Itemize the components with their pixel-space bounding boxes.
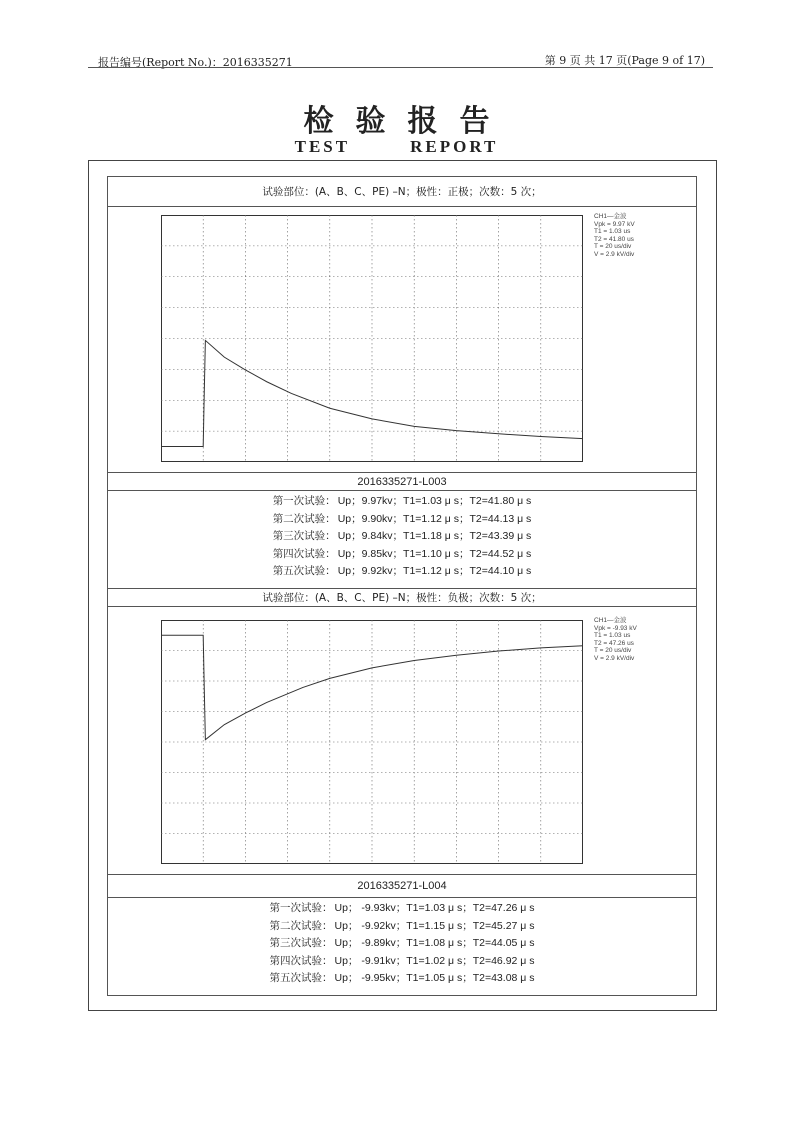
result-label: 第四次试验： [269, 954, 333, 967]
scope-info-line: Vpk = -9.93 kV [594, 624, 637, 632]
result-value: Up； -9.91kv；T1=1.02 μ s；T2=46.92 μ s [334, 954, 535, 967]
scope-info-line: T = 20 us/div [594, 243, 632, 250]
result-line [108, 510, 696, 528]
scope-info-line: T2 = 47.26 us [594, 639, 634, 647]
waveform-chart-negative [161, 620, 583, 864]
result-value: Up；9.90kv；T1=1.12 μ s；T2=44.13 μ s [337, 512, 532, 525]
result-value: Up；9.92kv；T1=1.12 μ s；T2=44.10 μ s [337, 565, 532, 578]
page-info: 第 9 页 共 17 页(Page 9 of 17) [544, 54, 705, 67]
result-label: 第三次试验： [272, 530, 336, 543]
result-label: 第二次试验： [272, 512, 336, 525]
result-label: 第三次试验： [269, 937, 333, 950]
report-number-label: 报告编号(Report No.)： [98, 56, 223, 69]
waveform-chart-positive [161, 215, 583, 462]
result-label: 第五次试验： [272, 565, 336, 578]
result-value: Up；9.97kv；T1=1.03 μ s；T2=41.80 μ s [337, 495, 532, 508]
page-title: 检验报告 [303, 104, 512, 139]
title-en-left: TEST [294, 137, 351, 156]
result-line [108, 899, 696, 917]
result-line [108, 545, 696, 563]
result-value: Up；9.85kv；T1=1.10 μ s；T2=44.52 μ s [337, 547, 532, 560]
result-line [108, 492, 696, 510]
result-value: Up； -9.95kv；T1=1.05 μ s；T2=43.08 μ s [334, 972, 535, 985]
scope-info-line: T2 = 41.80 us [594, 235, 634, 243]
waveform-code: 2016335271-L003 [108, 473, 696, 491]
title-en-right: REPORT [410, 137, 499, 156]
report-number-value: 2016335271 [222, 56, 293, 69]
scope-info-line: CH1—金波 [594, 213, 627, 220]
results-list [108, 492, 696, 580]
header-divider [88, 67, 713, 68]
result-label: 第一次试验： [269, 902, 333, 915]
test-condition: 试验部位：(A、B、C、PE) –N；极性：正极；次数：5 次； [108, 177, 696, 207]
result-value: Up；9.84kv；T1=1.18 μ s；T2=43.39 μ s [337, 530, 532, 543]
result-line [108, 952, 696, 970]
result-label: 第一次试验： [272, 495, 336, 508]
result-label: 第四次试验： [272, 547, 336, 560]
result-line [108, 934, 696, 952]
scope-info [594, 213, 635, 258]
scope-info-line: Vpk = 9.97 kV [594, 220, 635, 228]
result-value: Up； -9.93kv；T1=1.03 μ s；T2=47.26 μ s [334, 902, 535, 915]
page-title-en [0, 137, 793, 157]
scope-info [594, 617, 637, 662]
scope-info-line: T = 20 us/div [594, 647, 632, 654]
result-label: 第二次试验： [269, 919, 333, 932]
result-line [108, 562, 696, 580]
scope-info-line: CH1—金波 [594, 617, 627, 624]
result-line [108, 969, 696, 987]
result-line [108, 527, 696, 545]
scope-info-line: T1 = 1.03 us [594, 228, 631, 235]
result-label: 第五次试验： [269, 972, 333, 985]
test-condition: 试验部位：(A、B、C、PE) –N；极性：负极；次数：5 次； [108, 589, 696, 607]
scope-info-line: V = 2.9 kV/div [594, 250, 635, 258]
scope-info-line: V = 2.9 kV/div [594, 654, 635, 662]
result-value: Up； -9.92kv；T1=1.15 μ s；T2=45.27 μ s [334, 919, 535, 932]
result-line [108, 917, 696, 935]
scope-info-line: T1 = 1.03 us [594, 632, 631, 639]
results-list [108, 899, 696, 987]
waveform-code: 2016335271-L004 [108, 875, 696, 898]
result-value: Up； -9.89kv；T1=1.08 μ s；T2=44.05 μ s [334, 937, 535, 950]
